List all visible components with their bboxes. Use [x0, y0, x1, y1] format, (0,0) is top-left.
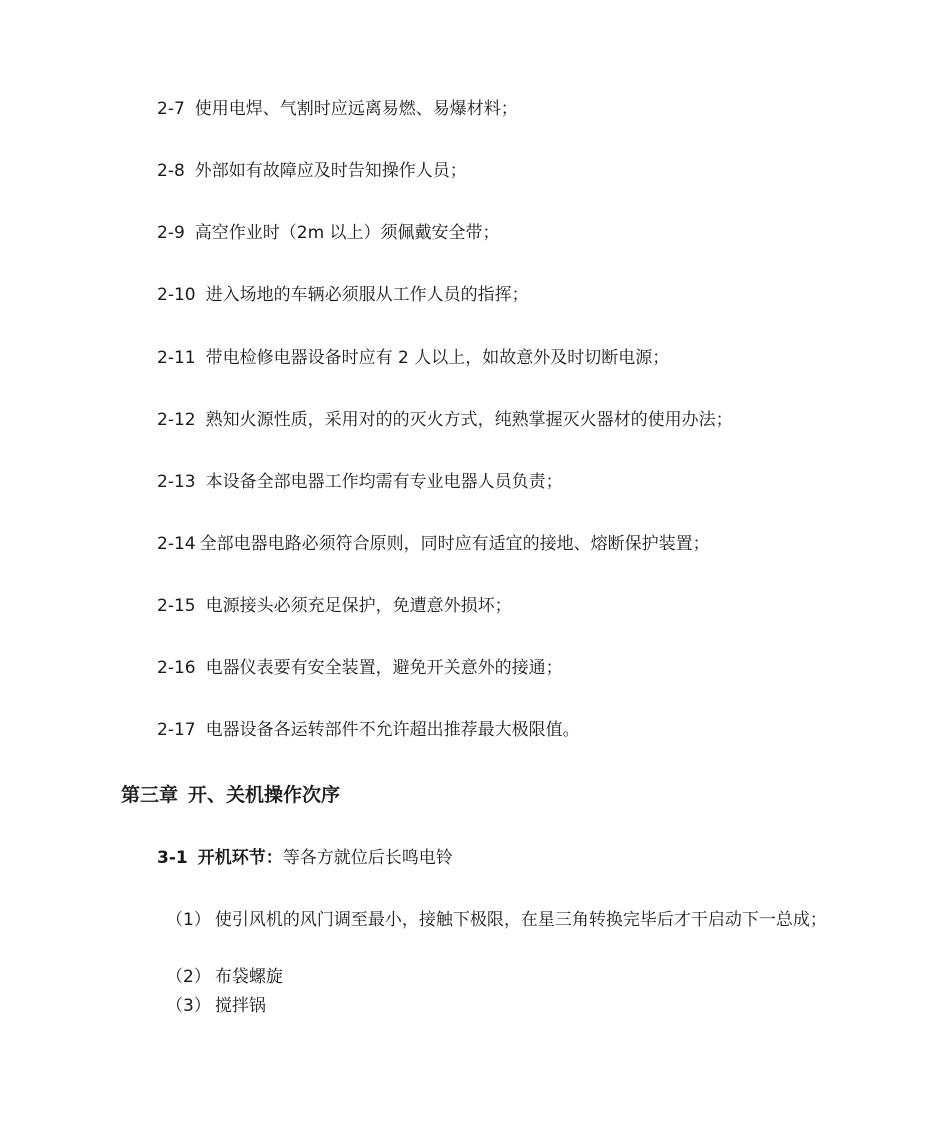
chapter-label: 第三章: [121, 784, 179, 806]
rule-number: 2-9: [157, 223, 185, 243]
rule-2-16: [157, 656, 563, 680]
rule-2-17: [157, 718, 580, 742]
rule-number: 2-11: [157, 348, 196, 368]
rule-number: 2-10: [157, 285, 196, 305]
step-text: 使引风机的风门调至最小，接触下极限，在星三角转换完毕后才干启动下一总成；: [214, 910, 827, 930]
rule-2-11: [157, 346, 669, 370]
rule-text: 使用电焊、气割时应远离易燃、易爆材料；: [194, 99, 518, 119]
step-text: 搅拌锅: [214, 996, 266, 1016]
step-text: 布袋螺旋: [214, 967, 283, 987]
rule-number: 2-8: [157, 161, 185, 181]
chapter-title: 开、关机操作次序: [188, 784, 341, 806]
section-number: 3-1: [157, 848, 188, 868]
rule-number: 2-13: [157, 472, 196, 492]
rule-2-10: [157, 283, 529, 307]
rule-2-9: [157, 221, 500, 245]
rule-text: 全部电器电路必须符合原则，同时应有适宜的接地、熔断保护装置；: [199, 534, 710, 554]
rule-text: 进入场地的车辆必须服从工作人员的指挥；: [205, 285, 529, 305]
step-index: （2）: [166, 967, 211, 987]
rule-number: 2-14: [157, 534, 196, 554]
step-index: （1）: [166, 910, 211, 930]
step-item: [166, 963, 283, 992]
rule-number: 2-15: [157, 596, 196, 616]
rule-text: 电源接头必须充足保护，免遭意外损坏；: [205, 596, 512, 616]
chapter-heading: [121, 782, 340, 808]
rule-text: 电器仪表要有安全装置，避免开关意外的接通；: [205, 658, 563, 678]
rule-2-12: [157, 408, 733, 432]
rule-text: 本设备全部电器工作均需有专业电器人员负责；: [205, 472, 563, 492]
step-index: （3）: [166, 996, 211, 1016]
step-item: [121, 906, 841, 935]
section-title: 开机环节：: [197, 848, 283, 868]
rule-text: 外部如有故障应及时告知操作人员；: [194, 161, 467, 181]
rule-2-8: [157, 159, 467, 183]
rule-text: 电器设备各运转部件不允许超出推荐最大极限值。: [205, 720, 580, 740]
section-text: 等各方就位后长鸣电铃: [282, 848, 453, 868]
rule-2-14: [157, 532, 710, 556]
step-item: [166, 992, 266, 1021]
rule-2-7: [157, 97, 518, 121]
rule-number: 2-7: [157, 99, 185, 119]
rule-number: 2-17: [157, 720, 196, 740]
rule-number: 2-12: [157, 410, 196, 430]
section-heading: [157, 846, 453, 870]
rule-text: 带电检修电器设备时应有 2 人以上，如故意外及时切断电源；: [205, 348, 670, 368]
rule-2-13: [157, 470, 563, 494]
rule-text: 高空作业时（2m 以上）须佩戴安全带；: [194, 223, 500, 243]
rule-text: 熟知火源性质，采用对的的灭火方式，纯熟掌握灭火器材的使用办法；: [205, 410, 733, 430]
rule-2-15: [157, 594, 512, 618]
rule-number: 2-16: [157, 658, 196, 678]
